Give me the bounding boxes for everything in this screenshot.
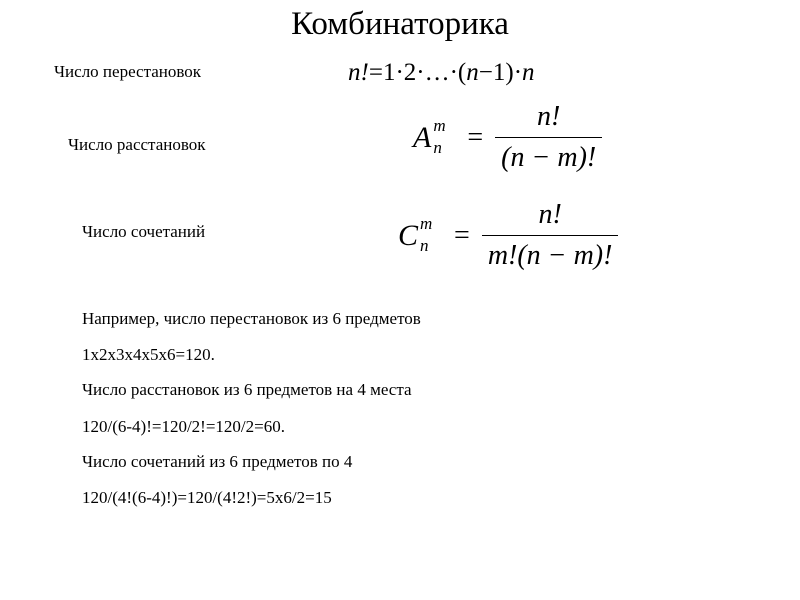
permutations-label: Число перестановок bbox=[54, 62, 202, 81]
combinations-numerator: n! bbox=[538, 199, 562, 230]
example-line: Число сочетаний из 6 предметов по 4 bbox=[82, 452, 353, 471]
perm-rhs-dot1: · bbox=[395, 59, 404, 86]
perm-rhs-n-last: n bbox=[522, 59, 535, 86]
combinations-subscript: n bbox=[420, 235, 429, 255]
combinations-formula bbox=[398, 198, 618, 273]
perm-rhs-dot3: · bbox=[449, 59, 458, 86]
perm-eq: = bbox=[368, 59, 383, 86]
example-line: Число расстановок из 6 предметов на 4 места bbox=[82, 380, 412, 399]
perm-rhs-rparen: ) bbox=[505, 59, 514, 86]
arrangements-subscript: n bbox=[433, 137, 442, 157]
arrangements-symbol bbox=[413, 115, 446, 157]
perm-rhs-2: 2 bbox=[403, 59, 417, 86]
combinations-symbol bbox=[398, 213, 433, 255]
perm-rhs-dot2: · bbox=[416, 59, 425, 86]
combinations-symbol-letter: C bbox=[398, 218, 419, 252]
arrangements-symbol-letter: A bbox=[413, 120, 432, 154]
perm-rhs-minus: − bbox=[478, 59, 493, 86]
arrangements-fraction bbox=[495, 100, 602, 175]
permutations-formula bbox=[348, 58, 535, 88]
perm-lhs: n! bbox=[348, 59, 369, 86]
perm-rhs-n: n bbox=[466, 59, 479, 86]
arrangements-superscript: m bbox=[433, 115, 446, 135]
perm-rhs-ellipsis: … bbox=[424, 59, 450, 86]
slide-title: Комбинаторика bbox=[291, 6, 509, 42]
perm-rhs-dot4: · bbox=[513, 59, 523, 86]
arrangements-numerator: n! bbox=[537, 101, 561, 132]
combinations-label: Число сочетаний bbox=[82, 222, 206, 241]
combinations-superscript: m bbox=[420, 213, 433, 233]
combinations-denominator: m!(n − m)! bbox=[482, 235, 619, 273]
arrangements-formula bbox=[413, 100, 602, 175]
perm-rhs-lparen: ( bbox=[457, 59, 467, 86]
combinations-fraction bbox=[482, 198, 619, 273]
combinations-equals: = bbox=[454, 219, 470, 251]
example-line: Например, число перестановок из 6 предметов bbox=[82, 309, 421, 328]
arrangements-denominator: (n − m)! bbox=[495, 137, 602, 175]
perm-rhs-1: 1 bbox=[382, 59, 396, 86]
perm-rhs-one: 1 bbox=[492, 59, 506, 86]
arrangements-equals: = bbox=[467, 121, 484, 153]
arrangements-label: Число расстановок bbox=[68, 135, 206, 154]
example-line: 120/(4!(6-4)!)=120/(4!2!)=5x6/2=15 bbox=[82, 488, 332, 507]
example-line: 1x2x3x4x5x6=120. bbox=[82, 345, 215, 364]
example-line: 120/(6-4)!=120/2!=120/2=60. bbox=[82, 417, 285, 436]
